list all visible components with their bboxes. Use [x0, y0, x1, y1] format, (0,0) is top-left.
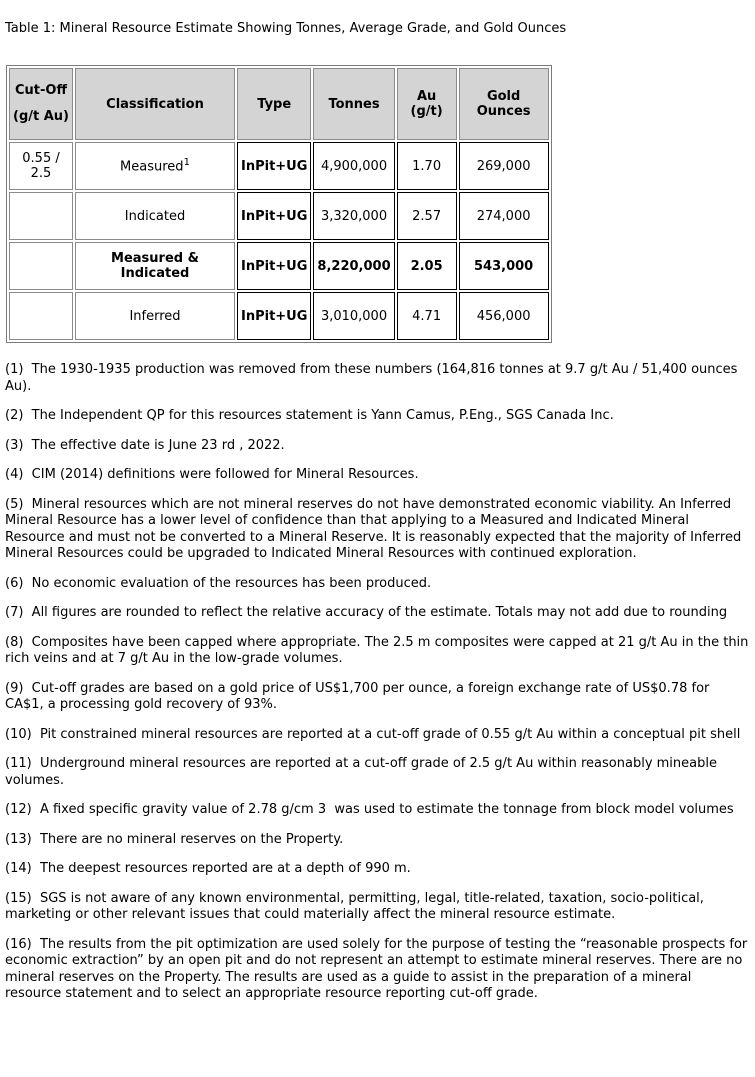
mineral-resource-table: [6, 65, 552, 343]
cell-type: InPit+UG: [237, 142, 311, 190]
footnote-3: (3) The effective date is June 23 rd , 2022.: [5, 437, 285, 453]
header-type: Type: [237, 68, 311, 140]
footnote-2: (2) The Independent QP for this resources statement is Yann Camus, P.Eng., SGS Canada Inc.: [5, 408, 614, 423]
table-row-inferred: [9, 292, 549, 340]
table-row-indicated: [9, 192, 549, 240]
header-classification: Classification: [75, 68, 235, 140]
header-gold-ounces: Gold Ounces: [459, 68, 549, 140]
cell-gold-ounces: 269,000: [459, 142, 549, 190]
footnote-superscript: 1: [183, 157, 190, 169]
cell-classification: Measured & Indicated: [75, 242, 235, 290]
table-caption: Table 1: Mineral Resource Estimate Showing Tonnes, Average Grade, and Gold Ounces: [5, 21, 567, 36]
cell-type: InPit+UG: [237, 242, 311, 290]
footnote-5: (5) Mineral resources which are not mineral reserves do not have demonstrated economic viability. An Inferred Mineral Resource has a lower level of confidence than that applying to a Measured and Indicated Mineral Resource and must not be converted to a Mineral Reserve. It is reasonably expected that the majority of Inferred Mineral Resources could be upgraded to Indicated Mineral Resources with continued exploration.: [5, 496, 746, 561]
footnote-13: (13) There are no mineral reserves on the Property.: [5, 831, 344, 847]
footnote-14: (14) The deepest resources reported are at a depth of 990 m.: [5, 861, 411, 876]
header-tonnes: Tonnes: [313, 68, 394, 140]
footnote-7: (7) All figures are rounded to reflect the relative accuracy of the estimate. Totals may not add due to rounding: [5, 605, 728, 620]
footnote-1: (1) The 1930-1935 production was removed from these numbers (164,816 tonnes at 9.7 g/t Au / 51,400 ounces Au).: [5, 362, 742, 394]
footnote-10: (10) Pit constrained mineral resources are reported at a cut-off grade of 0.55 g/t Au within a conceptual pit shell: [5, 726, 741, 742]
cell-gold-ounces: 456,000: [459, 292, 549, 340]
cell-tonnes: 3,320,000: [313, 192, 394, 240]
footnotes-section: [5, 362, 753, 1003]
header-cutoff-line1: Cut-Off: [15, 83, 67, 98]
cell-classification: Inferred: [75, 292, 235, 340]
footnote-4: (4) CIM (2014) definitions were followed for Mineral Resources.: [5, 467, 419, 482]
table-header-row: [9, 68, 549, 140]
footnote-8: (8) Composites have been capped where appropriate. The 2.5 m composites were capped at 21 g/t Au in the thin rich veins and at 7 g/t Au in the low-grade volumes.: [5, 634, 753, 666]
cell-gold-ounces: 274,000: [459, 192, 549, 240]
cell-cutoff: 0.55 / 2.5: [9, 142, 73, 190]
cell-gold-ounces: 543,000: [459, 242, 549, 290]
cell-tonnes: 4,900,000: [313, 142, 394, 190]
cell-au: 4.71: [397, 292, 457, 340]
cell-tonnes: 3,010,000: [313, 292, 394, 340]
cell-cutoff: [9, 242, 73, 290]
footnote-16: (16) The results from the pit optimization are used solely for the purpose of testing the “reasonable prospects for economic extraction” by an open pit and do not represent an attempt to estimate mineral reserves. There are no mineral reserves on the Property. The results are used as a guide to assist in the preparation of a mineral resource statement and to select an appropriate resource reporting cut-off grade.: [5, 936, 752, 1001]
cell-tonnes: 8,220,000: [313, 242, 394, 290]
cell-au: 2.57: [397, 192, 457, 240]
cell-au: 1.70: [397, 142, 457, 190]
footnote-12: (12) A fixed specific gravity value of 2.78 g/cm 3 was used to estimate the tonnage from block model volumes: [5, 802, 734, 817]
header-au: Au (g/t): [397, 68, 457, 140]
cell-type: InPit+UG: [237, 192, 311, 240]
classification-label: Measured: [120, 159, 184, 175]
cell-cutoff: [9, 292, 73, 340]
table-row-measured: [9, 142, 549, 190]
cell-type: InPit+UG: [237, 292, 311, 340]
header-cutoff-line2: (g/t Au): [13, 109, 69, 124]
footnote-11: (11) Underground mineral resources are reported at a cut-off grade of 2.5 g/t Au within reasonably mineable volumes.: [5, 756, 722, 788]
footnote-6: (6) No economic evaluation of the resources has been produced.: [5, 575, 432, 591]
cell-au: 2.05: [397, 242, 457, 290]
footnote-9: (9) Cut-off grades are based on a gold price of US$1,700 per ounce, a foreign exchange rate of US$0.78 for CA$1, a processing gold recovery of 93%.: [5, 680, 714, 712]
header-cutoff: [9, 68, 73, 140]
cell-cutoff: [9, 192, 73, 240]
cell-classification: [75, 142, 235, 190]
footnote-15: (15) SGS is not aware of any known environmental, permitting, legal, title-related, taxation, socio-political, marketing or other relevant issues that could materially affect the mineral resource estimate.: [5, 890, 709, 922]
table-row-measured-indicated: [9, 242, 549, 290]
cell-classification: Indicated: [75, 192, 235, 240]
